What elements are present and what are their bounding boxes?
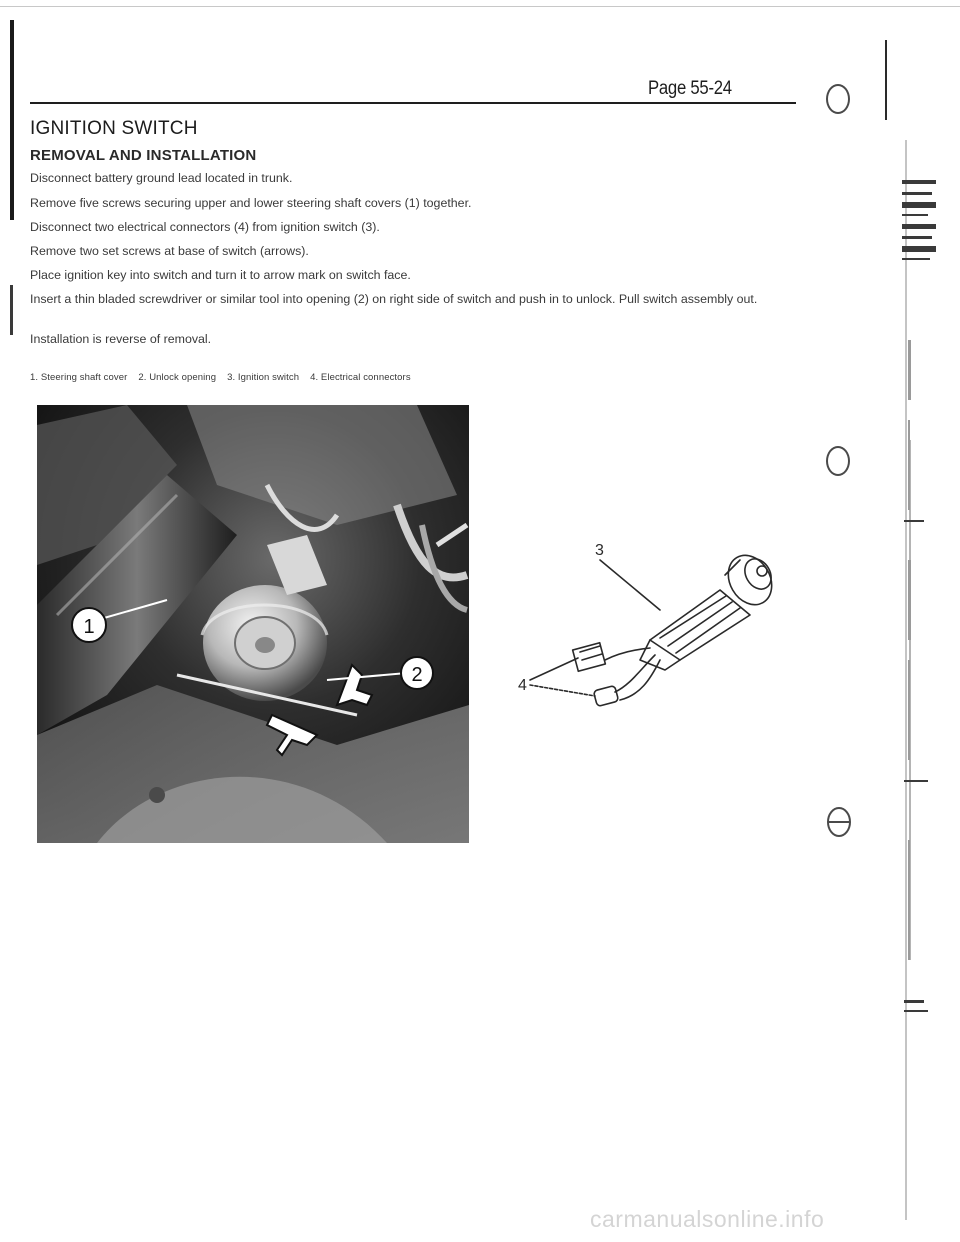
section-title: IGNITION SWITCH <box>30 118 198 139</box>
scan-right-margin-line <box>885 40 887 120</box>
step-4: Remove two set screws at base of switch (arrows). <box>30 244 309 258</box>
punch-hole-bottom <box>826 806 852 838</box>
step-6: Insert a thin bladed screwdriver or similar tool into opening (2) on right side of switch and push in to unlock. Pull switch assembly out. <box>30 292 758 306</box>
scan-right-edge-strip <box>898 140 938 1220</box>
step-3: Disconnect two electrical connectors (4) from ignition switch (3). <box>30 220 380 234</box>
scan-left-margin-bar-lower <box>10 285 13 335</box>
caption-item-4: 4. Electrical connectors <box>310 372 411 383</box>
photo-image <box>37 405 469 843</box>
caption-item-2: 2. Unlock opening <box>138 372 217 383</box>
caption-item-1: 1. Steering shaft cover <box>30 372 128 383</box>
photo-callout-1: 1 <box>83 616 95 638</box>
punch-hole-middle <box>826 446 850 476</box>
header-rule <box>30 102 796 104</box>
step-7: Installation is reverse of removal. <box>30 332 212 346</box>
steering-column-photo <box>37 405 469 843</box>
punch-hole-top <box>826 84 850 114</box>
step-2: Remove five screws securing upper and lower steering shaft covers (1) together. <box>30 196 472 210</box>
scan-top-edge <box>0 6 960 7</box>
caption-item-3: 3. Ignition switch <box>227 372 300 383</box>
watermark: carmanualsonline.info <box>590 1206 825 1232</box>
subsection-title: REMOVAL AND INSTALLATION <box>30 147 257 164</box>
photo-callout-2: 2 <box>411 664 423 686</box>
figure-caption <box>30 372 411 383</box>
drawing-label-3: 3 <box>595 542 604 559</box>
step-5: Place ignition key into switch and turn it to arrow mark on switch face. <box>30 268 411 282</box>
page-number: Page 55-24 <box>648 78 732 99</box>
step-1: Disconnect battery ground lead located in trunk. <box>30 171 293 185</box>
ignition-switch-drawing <box>500 520 800 720</box>
drawing-label-4: 4 <box>518 677 527 694</box>
scan-left-margin-bar <box>10 20 14 220</box>
